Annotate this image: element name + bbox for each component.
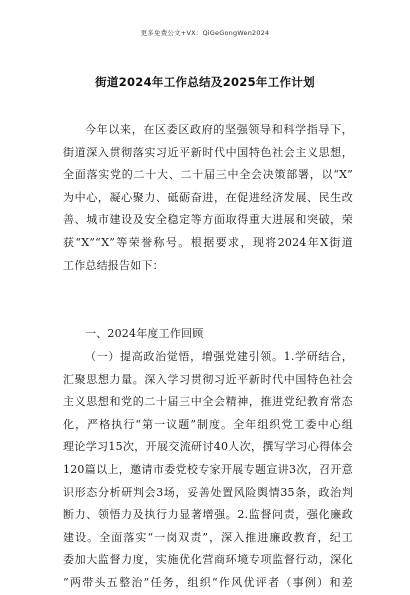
section-line: 120篇以上，邀请市委党校专家开展专题宣讲3次，召开意 [63,462,353,476]
intro-paragraph [63,119,353,277]
intro-line: 为中心，凝心聚力、砥砺奋进，在促进经济发展、民生改 [63,190,353,204]
intro-line: 今年以来，在区委区政府的坚强领导和科学指导下， [85,123,353,136]
section-paragraph [63,346,353,595]
intro-line: 街道深入贯彻落实习近平新时代中国特色社会主义思想， [63,145,353,159]
intro-line: 全面落实党的二十大、二十届三中全会决策部署，以“X” [63,168,353,182]
section-line: 断力、领悟力及执行力显著增强。2.监督问责，强化廉政 [63,508,353,522]
section-line: 委加大监督力度，实施优化营商环境专项监督行动，深化 [63,553,353,567]
header-note: 更多免费公文+VX：QiGeGongWen2024 [140,29,270,37]
document-title: 街道2024年工作总结及2025年工作计划 [95,75,315,89]
section-line: 识形态分析研判会3场，妥善处置风险舆情35条，政治判 [63,485,353,499]
section-line: “两带头五整治”任务，组织“作风优评者（事例）和差 [63,575,353,589]
section-line: （一）提高政治觉悟，增强党建引领。1.学研结合， [85,350,353,363]
section-heading: 一、2024年度工作回顾 [85,327,204,340]
section-line: 建设。全面落实“一岗双责”，深入推进廉政教育，纪工 [63,530,353,544]
section-line: 主义思想和党的二十届三中全会精神，推进党纪教育常态 [63,395,353,409]
section-line: 汇聚思想力量。深入学习贯彻习近平新时代中国特色社会 [63,372,353,386]
section-heading-block [63,323,353,346]
intro-line: 获“X”“X”等荣誉称号。根据要求，现将2024年X街道 [63,235,353,249]
intro-line: 善、城市建设及安全稳定等方面取得重大进展和突破，荣 [63,213,353,227]
section-line: 化，严格执行“第一议题”制度。全年组织党工委中心组 [63,417,353,431]
section-line: 理论学习15次，开展交流研讨40人次，撰写学习心得体会 [63,440,353,454]
intro-line: 工作总结报告如下： [63,258,164,272]
